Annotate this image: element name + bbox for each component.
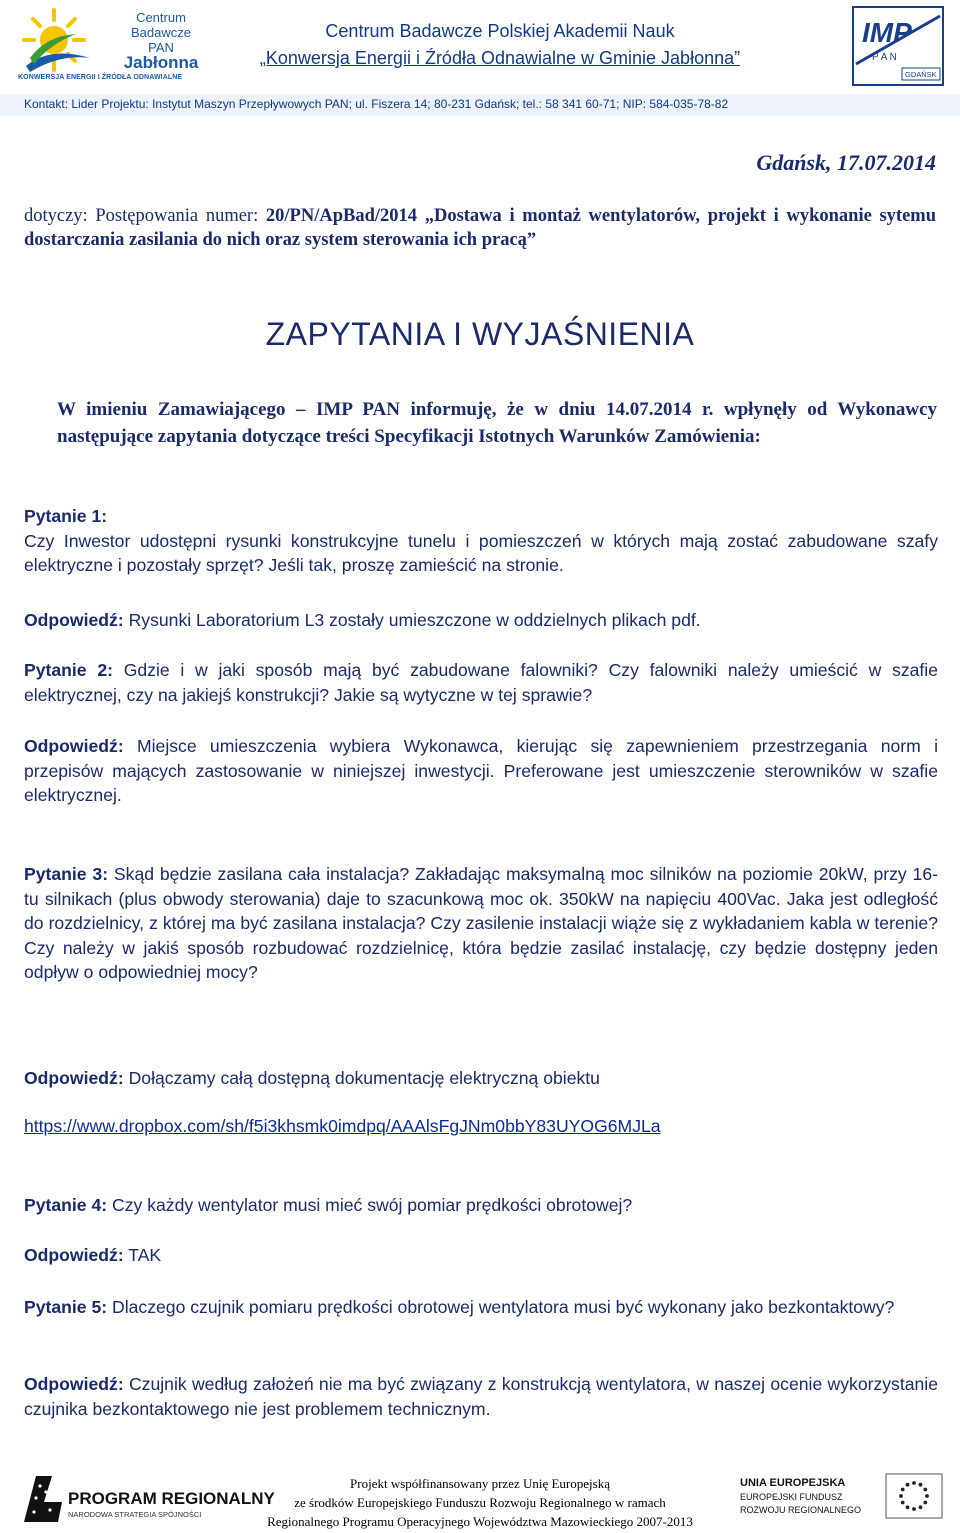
logo-left-line3: PAN [148, 40, 174, 55]
answer-4-text: TAK [123, 1245, 162, 1265]
reference-prefix: dotyczy: Postępowania numer: [24, 206, 266, 226]
question-2 [24, 658, 938, 707]
eu-star [923, 1501, 927, 1505]
question-1-label: Pytanie 1: [24, 506, 108, 526]
question-4 [24, 1193, 938, 1218]
eu-star [919, 1505, 923, 1509]
footer-program-sub: NARODOWA STRATEGIA SPÓJNOŚCI [68, 1510, 202, 1519]
logo-program-regionalny [22, 1472, 275, 1528]
reference-subject: 20/PN/ApBad/2014 „Dostawa i montaż wentylatorów, projekt i wykonanie sytemu dostarczania zasilania do nich oraz system sterowania ich pracą” [24, 206, 936, 250]
eu-star [906, 1483, 910, 1487]
eu-flag-icon [886, 1474, 942, 1518]
footer-line1: Projekt współfinansowany przez Unię Europejską [350, 1476, 610, 1491]
question-5 [24, 1295, 938, 1320]
logo-left-tagline: KONWERSJA ENERGII I ŹRÓDŁA ODNAWIALNE [18, 74, 183, 81]
footer-eu-line3: ROZWOJU REGIONALNEGO [740, 1505, 862, 1515]
answer-2-text: Miejsce umieszczenia wybiera Wykonawca, kierując się zapewnieniem przestrzegania norm i przepisów mających zastosowanie w niniejszej inwestycji. Preferowane jest umieszczenie sterowników w szafie elektrycznej. [24, 736, 938, 805]
question-3 [24, 862, 938, 985]
eu-star [925, 1494, 929, 1498]
footer-eu-line2: EUROPEJSKI FUNDUSZ [740, 1492, 843, 1502]
logo-centrum-badawcze [18, 4, 228, 84]
answer-4-label: Odpowiedź: [24, 1245, 124, 1265]
footer-eu-line1: UNIA EUROPEJSKA [740, 1477, 846, 1489]
logo-left-line4: Jabłonna [123, 53, 199, 72]
question-3-label: Pytanie 3: [24, 864, 109, 884]
logo-right-main: IMP [862, 17, 912, 48]
answer-2-label: Odpowiedź: [24, 736, 124, 756]
eu-star [919, 1483, 923, 1487]
document-title: ZAPYTANIA I WYJAŚNIENIA [265, 316, 695, 352]
document-reference [24, 204, 936, 252]
question-5-label: Pytanie 5: [24, 1297, 108, 1317]
answer-3 [24, 1066, 938, 1091]
contact-line: Kontakt: Lider Projektu: Instytut Maszyn Przepływowych PAN; ul. Fiszera 14; 80-231 Gdańsk; tel.: 58 341 60-71; NIP: 584-035-78-82 [24, 97, 729, 111]
answer-1-label: Odpowiedź: [24, 610, 124, 630]
question-2-label: Pytanie 2: [24, 660, 113, 680]
question-4-text: Czy każdy wentylator musi mieć swój pomiar prędkości obrotowej? [107, 1195, 633, 1215]
logo-left-line2: Badawcze [131, 25, 191, 40]
answer-5-text: Czujnik według założeń nie ma być związany z konstrukcją wentylatora, w naszej ocenie wykorzystanie czujnika bezkontaktowego nie jest problemem technicznym. [24, 1374, 938, 1419]
answer-1 [24, 608, 938, 633]
intro-lead: W imieniu Zamawiającego – IMP PAN informuję, że w dniu 14.07.2014 r. [57, 399, 714, 420]
answer-4 [24, 1243, 938, 1268]
answer-3-label: Odpowiedź: [24, 1068, 124, 1088]
dropbox-link[interactable]: https://www.dropbox.com/sh/f5i3khsmk0imdpq/AAAlsFgJNm0bbY83UYOG6MJLa [24, 1116, 661, 1136]
footer-line2: ze środków Europejskiego Funduszu Rozwoju Regionalnego w ramach [294, 1495, 666, 1510]
answer-3-text: Dołączamy całą dostępną dokumentację elektryczną obiektu [123, 1068, 600, 1088]
logo-left-line1: Centrum [136, 10, 186, 25]
sun-logo-icon [20, 6, 94, 78]
intro-body: wpłynęły od Wykonawcy następujące zapytania dotyczące treści Specyfikacji Istotnych Warunków Zamówienia: [57, 399, 937, 447]
logo-right-city: GDAŃSK [905, 70, 937, 79]
eu-star [906, 1505, 910, 1509]
question-1-text: Czy Inwestor udostępni rysunki konstrukcyjne tunelu i pomieszczeń w których mają zostać zabudowane szafy elektryczne i pozostały sprzęt? Jeśli tak, proszę zamieścić na stronie. [24, 530, 938, 575]
header-title [240, 18, 760, 72]
eu-star [912, 1481, 916, 1485]
question-4-label: Pytanie 4: [24, 1195, 108, 1215]
footer-line3: Regionalnego Programu Operacyjnego Województwa Mazowieckiego 2007-2013 [267, 1514, 693, 1529]
footer-program-main: PROGRAM REGIONALNY [68, 1489, 275, 1508]
header-title-line2: „Konwersja Energii i Źródła Odnawialne w Gminie Jabłonna” [259, 48, 741, 68]
eu-star [901, 1501, 905, 1505]
logo-unia-europejska [736, 1470, 946, 1528]
eu-star [923, 1488, 927, 1492]
eu-star [912, 1507, 916, 1511]
eu-star [899, 1494, 903, 1498]
question-1 [24, 504, 938, 578]
answer-1-text: Rysunki Laboratorium L3 zostały umieszczone w oddzielnych plikach pdf. [123, 610, 701, 630]
answer-5-label: Odpowiedź: [24, 1374, 124, 1394]
eu-star [901, 1488, 905, 1492]
logo-left-text [106, 10, 216, 70]
header-title-line1: Centrum Badawcze Polskiej Akademii Nauk [325, 21, 675, 41]
question-2-text: Gdzie i w jaki sposób mają być zabudowane falowniki? Czy falowniki należy umieścić w szafie elektrycznej, czy na jakiejś konstrukcji? Jakie są wytyczne w tej sprawie? [24, 660, 938, 705]
footer-cofinancing [242, 1474, 718, 1531]
question-5-text: Dlaczego czujnik pomiaru prędkości obrotowej wentylatora musi być wykonany jako bezkontaktowy? [107, 1297, 895, 1317]
document-intro [57, 396, 937, 450]
answer-5 [24, 1372, 938, 1421]
question-3-text: Skąd będzie zasilana cała instalacja? Zakładając maksymalną moc silników na poziomie 20kW, przy 16-tu silnikach (plus obwody sterowania) daje to szacunkową moc ok. 350kW na napięciu 400Vac. Jaka jest odległość do rozdzielnicy, z której ma być zasilana instalacja? Czy zasilenie instalacji wiąże się z wykładaniem kabla w terenie? Czy należy w jakiś sposób rozbudować rozdzielnicę, która będzie zasilać instalację, czy będzie dostępny jeden odpływ o odpowiedniej mocy? [24, 864, 938, 982]
document-date: Gdańsk, 17.07.2014 [756, 150, 936, 175]
logo-right-sub: P A N [872, 52, 897, 63]
logo-imp-pan [852, 6, 944, 86]
answer-2 [24, 734, 938, 808]
